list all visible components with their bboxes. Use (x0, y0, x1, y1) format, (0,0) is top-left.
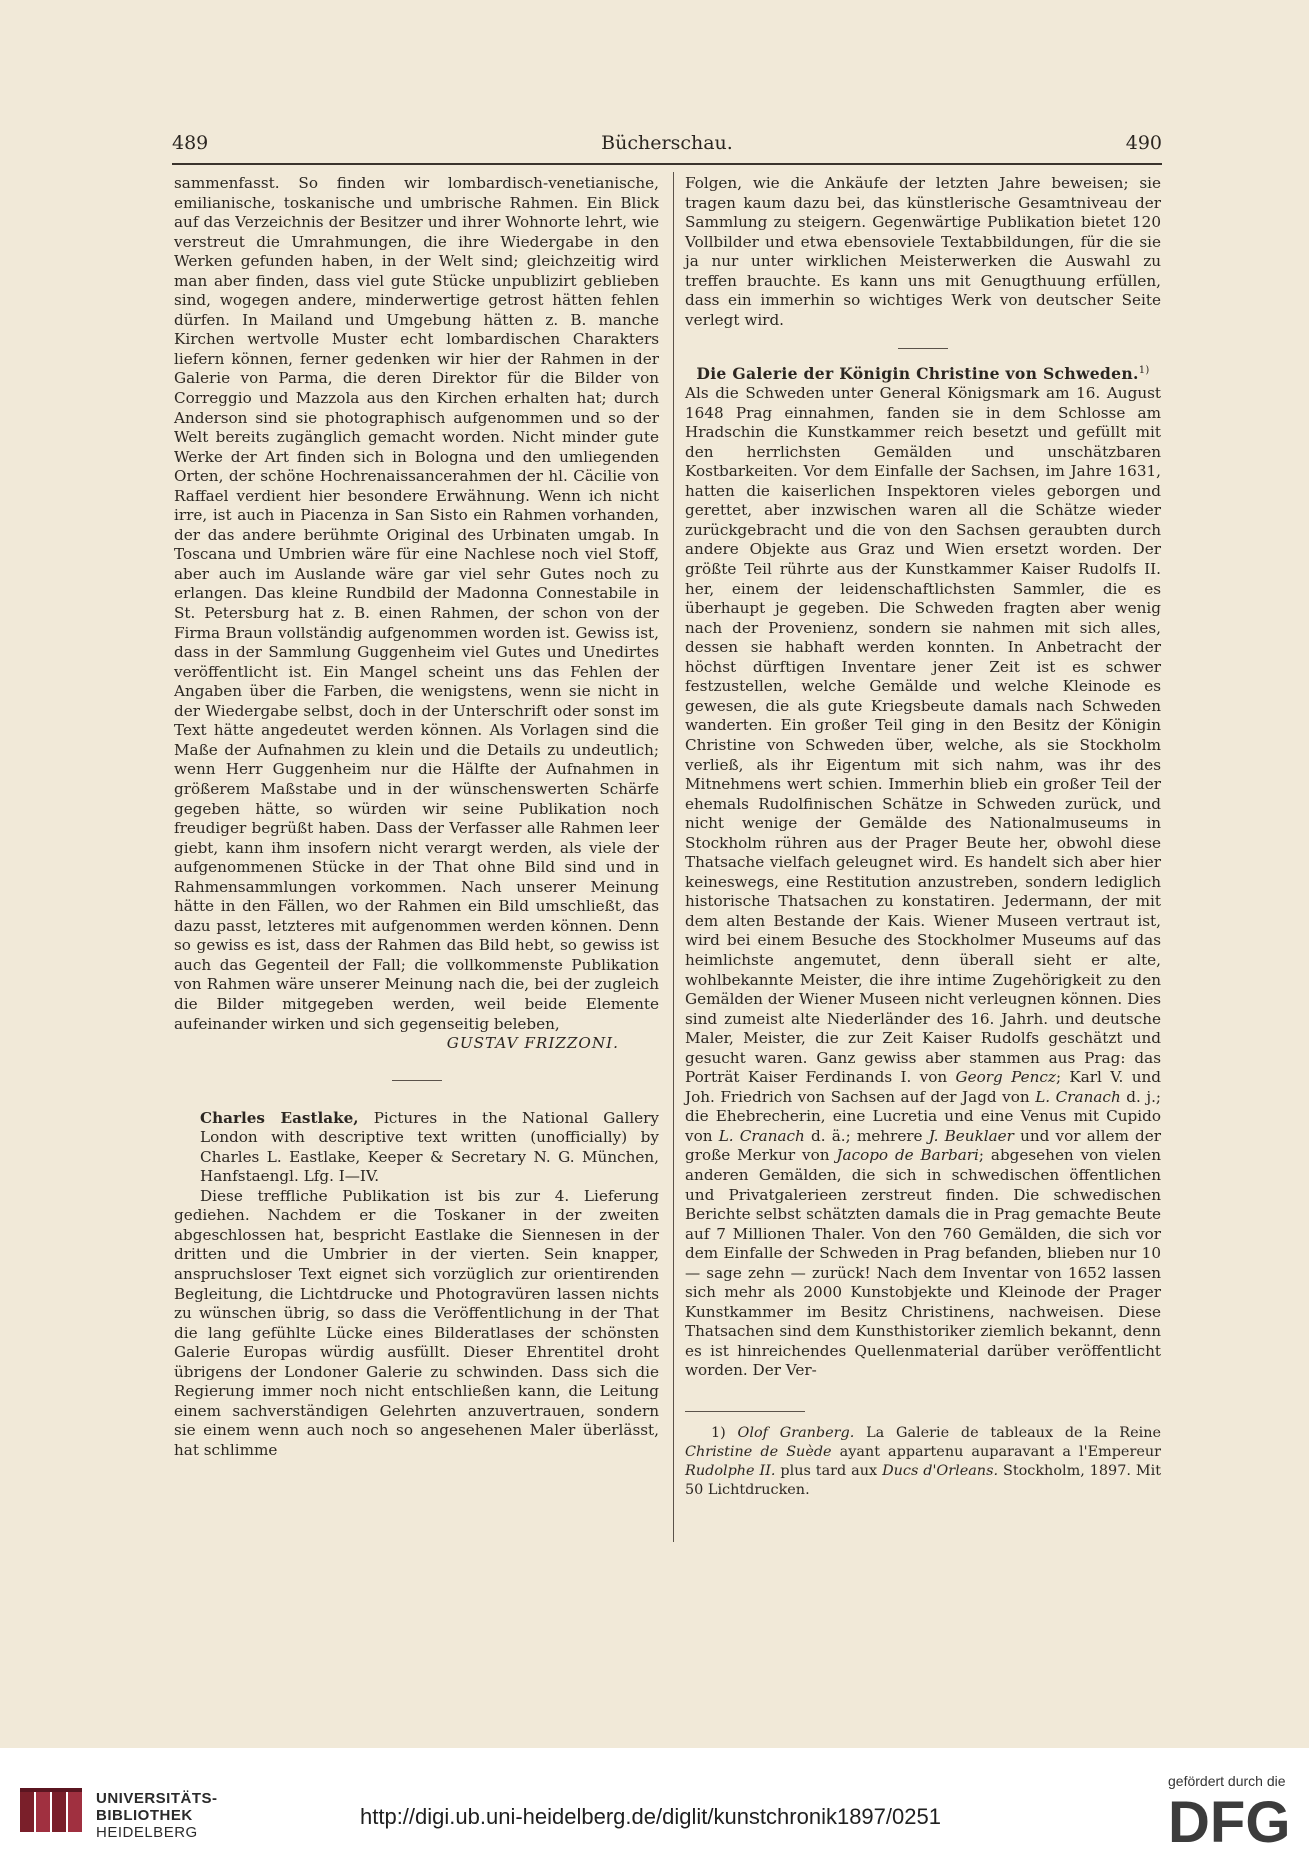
running-title: Bücherschau. (601, 132, 733, 154)
footnote-text-1: La Galerie de tableaux de la Reine (866, 1425, 1161, 1441)
p2-name-pencz: Georg Pencz (955, 1068, 1056, 1087)
footnote-name: Rudolphe II. (685, 1463, 776, 1479)
footnote-rule (685, 1411, 805, 1412)
p2-text-6: ; abgesehen von vielen anderen Gemälden, die sich in schwedischen öffentlichen und Privatgalerieen zerstreut finden. Die schwedischen Berichte selbst schätzten damals die in Prag gemachte Beute auf 7 Millionen Thaler. Von den 760 Gemälden, die sich vor dem Einfalle der Schweden in Prag befanden, blieben nur 10 — sage zehn — zurück! Nach dem Inventar von 1652 lassen sich mehr als 2000 Kunstobjekte und Kleinode der Prager Kunstkammer im Besitz Christinens, nachweisen. Diese Thatsachen sind dem Kunsthistoriker ziemlich bekannt, denn es ist hinreichendes Quellenmaterial darüber veröffentlicht worden. Der Ver- (685, 1146, 1161, 1380)
logo-line-1: UNIVERSITÄTS- (96, 1790, 218, 1807)
p2-name-barbari: Jacopo de Barbari (836, 1146, 979, 1165)
right-column (685, 174, 1161, 1500)
left-paragraph-2: Diese treffliche Publikation ist bis zur 4. Lieferung gediehen. Nachdem er die Toskaner in der zweiten abgeschlossen hat, bespricht Eastlake die Siennesen in der dritten und die Umbrier in der vierten. Sein knapper, anspruchsloser Text eignet sich vorzüglich zur orientirenden Begleitung, die Lichtdrucke und Photogravüren lassen nichts zu wünschen übrig, so dass die Veröffentlichung in der That die lang gefühlte Lücke eines Bilderatlases der schönsten Galerie Europas würdig ausfüllt. Dieser Ehrentitel droht übrigens der Londoner Galerie zu schwinden. Dass sich die Regierung immer noch nicht entschließen kann, die Leitung einem sachverständigen Gelehrten anzuvertrauen, sondern sie einem wenn auch noch so angesehenen Maler überlässt, hat schlimme (174, 1186, 659, 1459)
footnote-number: 1) (711, 1425, 726, 1441)
right-page-number: 490 (1125, 132, 1162, 154)
left-page-number: 489 (172, 132, 209, 154)
p2-text-3: d. j.; die Ehebrecherin, eine Lucretia und eine Venus mit Cupido von (685, 1087, 1162, 1145)
section-title-text: Die Galerie der Königin Christine von Schweden. (696, 364, 1139, 384)
logo-line-2: BIBLIOTHEK (96, 1807, 193, 1824)
header-rule (172, 163, 1162, 165)
left-paragraph-1: sammenfasst. So finden wir lombardisch-venetianische, emilianische, toskanische und umbrische Rahmen. Ein Blick auf das Verzeichnis der Besitzer und ihrer Wohnorte lehrt, wie verstreut die Umrahmungen, die ihre Wiedergabe in den Werken gefunden haben, in der Welt sind; gleichzeitig wird man aber finden, dass viel gute Stücke unpublizirt geblieben sind, wogegen andere, minderwertige getrost hätten fehlen dürfen. In Mailand und Umgebung hätten z. B. manche Kirchen wertvolle Muster echt lombardischen Charakters liefern können, ferner gedenken wir hier der Rahmen in der Galerie von Parma, die deren Direktor für die Bilder von Correggio und Mazzola aus den Kirchen erhalten hat; durch Anderson sind sie photographisch aufgenommen und so der Welt bereits zugänglich gemacht worden. Nicht minder gute Werke der Art finden sich in Bologna und den umliegenden Orten, der schöne Hochrenaissancerahmen der hl. Cäcilie von Raffael verdient hier besondere Erwähnung. Wenn ich nicht irre, ist auch in Piacenza in San Sisto ein Rahmen vorhanden, der das andere berühmte Original des Urbinaten umgab. In Toscana und Umbrien wäre für eine Nachlese noch viel Stoff, aber auch im Auslande wäre gar viel sehr Gutes noch zu erlangen. Das kleine Rundbild der Madonna Connestabile in St. Petersburg hat z. B. einen Rahmen, der schon von der Firma Braun vollständig aufgenommen worden ist. Gewiss ist, dass in der Sammlung Guggenheim viel Gutes und Unedirtes veröffentlicht ist. Ein Mangel scheint uns das Fehlen der Angaben über die Farben, die wenigstens, wenn sie nicht in der Wiedergabe selbst, doch in der Unterschrift oder sonst im Text hätte angedeutet werden können. Als Vorlagen sind die Maße der Aufnahmen zu klein und die Details zu undeutlich; wenn Herr Guggenheim nur die Hälfte der Aufnahmen in größerem Maßstabe und in der wünschenswerten Schärfe gegeben hätte, so würden wir seine Publikation noch freudiger begrüßt haben. Dass der Verfasser alle Rahmen leer giebt, kann ihm insofern nicht verargt werden, als viele der aufgenommenen Stücke in der That ohne Bild sind und in Rahmensammlungen vorkommen. Nach unserer Meinung hätte in den Fällen, wo der Rahmen ein Bild umschließt, das dazu passt, letzteres mit aufgenommen werden können. Denn so gewiss es ist, dass der Rahmen das Bild hebt, so gewiss ist auch das Gegenteil der Fall; die vollkommenste Publikation von Rahmen wäre unserer Meinung nach die, bei der zugleich die Bilder mitgegeben werden, weil beide Elemente aufeinander wirken und sich gegenseitig beleben, (174, 174, 659, 1033)
p2-name-cranach-a: L. Cranach (718, 1126, 805, 1145)
left-column (174, 174, 659, 1460)
footnote-text-4: Stockholm, 1897. Mit 50 Lichtdrucken. (685, 1463, 1161, 1498)
section-title (685, 361, 1161, 384)
review-signature (174, 1034, 659, 1054)
entry-citation: Pictures in the National Gallery London with descriptive text written (unofficially) by Charles L. Eastlake, Keeper & Secretary N. G. München, Hanfstaengl. Lfg. I—IV. (200, 1108, 660, 1186)
p2-text-1: Als die Schweden unter General Königsmark am 16. August 1648 Prag einnahmen, fanden sie in dem Schlosse am Hradschin die Kunstkammer reich besetzt und gefüllt mit den herrlichsten Gemälden und unschätzbaren Kostbarkeiten. Vor dem Einfalle der Sachsen, im Jahre 1631, hatten die kaiserlichen Inspektoren vieles geborgen und gerettet, aber inzwischen waren all die Schätze wieder zurückgebracht und die von den Sachsen geraubten durch andere Objekte aus Graz und Wien ersetzt worden. Der größte Teil rührte aus der Kunstkammer Kaiser Rudolfs II. her, einem der leidenschaftlichsten Sammler, die es überhaupt je gegeben. Die Schweden fragten aber wenig nach der Provenienz, sondern sie nahmen mit sich alles, dessen sie habhaft werden konnten. In Anbetracht der höchst dürftigen Inventare jener Zeit ist es schwer festzustellen, welche Gemälde und welche Kleinode es gewesen, die als gute Kriegsbeute damals nach Schweden wanderten. Ein großer Teil ging in den Besitz der Königin Christine von Schweden über, welche, als sie Stockholm verließ, als ihr Eigentum mit sich nahm, was ihr des Mitnehmens wert schien. Immerhin blieb ein großer Teil der ehemals Rudolfinischen Schätze in Schweden zurück, und nicht wenige der Gemälde des Nationalmuseums in Stockholm rühren aus der Prager Beute her, obwohl diese Thatsache vielfach geleugnet wird. Es handelt sich aber hier keineswegs, eine Restitution anzustreben, sondern lediglich historische Thatsachen zu konstatiren. Jedermann, der mit dem alten Bestande der Kais. Wiener Museen vertraut ist, wird bei einem Besuche des Stockholmer Museums auf das heimlichste angemutet, denn überall sieht er alte, wohlbekannte Meister, die ihre intime Zugehörigkeit zu den Gemälden der Wiener Museen nicht verleugnen können. Dies sind zumeist alte Niederländer des 16. Jahrh. und deutsche Maler, Meister, die zur Zeit Kaiser Rudolfs geschätzt und gesucht waren. Ganz gewiss aber stammen aus Prag: das Porträt Kaiser Ferdinands I. von (685, 384, 1161, 1087)
section-footnote-ref: 1) (1138, 365, 1150, 377)
section-rule (392, 1080, 442, 1081)
footnote-title: Christine de Suède (685, 1444, 832, 1460)
sponsor-text: gefördert durch die (1168, 1773, 1286, 1789)
signature-text: GUSTAV FRIZZONI. (446, 1034, 619, 1053)
book-entry (174, 1109, 659, 1187)
p2-text-2: ; Karl V. und Joh. Friedrich von Sachsen auf der Jagd von (685, 1068, 1162, 1106)
footnote-text-3: plus tard aux (780, 1463, 878, 1479)
p2-text-5: und vor allem der große Merkur von (685, 1126, 1162, 1165)
logo-line-3: HEIDELBERG (96, 1824, 198, 1841)
right-paragraph-2 (685, 384, 1161, 1381)
p2-name-cranach-j: L. Cranach (1035, 1087, 1121, 1106)
running-header (172, 128, 1162, 160)
right-paragraph-1: Folgen, wie die Ankäufe der letzten Jahre beweisen; sie tragen kaum dazu bei, das künstlerische Gesamtniveau der Sammlung zu steigern. Gegenwärtige Publikation bietet 120 Vollbilder und etwa ebensoviele Textabbildungen, für die sie ja nur unter wirklichen Meisterwerken die Auswahl zu treffen brauchte. Es kann uns mit Genugthuung erfüllen, dass ein immerhin so wichtiges Werk von deutscher Seite verlegt wird. (685, 174, 1161, 329)
digitization-footer (0, 1748, 1309, 1870)
footnote (685, 1424, 1161, 1500)
p2-text-4: d. ä.; mehrere (811, 1126, 923, 1145)
library-logo-text (96, 1790, 218, 1841)
footnote-text-2: ayant appartenu auparavant a l'Empereur (839, 1444, 1161, 1460)
footnote-place: Ducs d'Orleans. (882, 1463, 999, 1479)
p2-name-beuklaer: J. Beuklaer (928, 1126, 1014, 1145)
source-url-link[interactable]: http://digi.ub.uni-heidelberg.de/diglit/kunstchronik1897/0251 (360, 1804, 941, 1829)
entry-author: Charles Eastlake, (200, 1108, 359, 1127)
footnote-author: Olof Granberg. (737, 1425, 855, 1441)
dfg-logo-text: DFG (1168, 1792, 1291, 1848)
column-divider (673, 172, 674, 1542)
dfg-logo-icon (1164, 1792, 1296, 1848)
section-rule-right (898, 348, 948, 349)
university-seal-icon (18, 1784, 84, 1840)
